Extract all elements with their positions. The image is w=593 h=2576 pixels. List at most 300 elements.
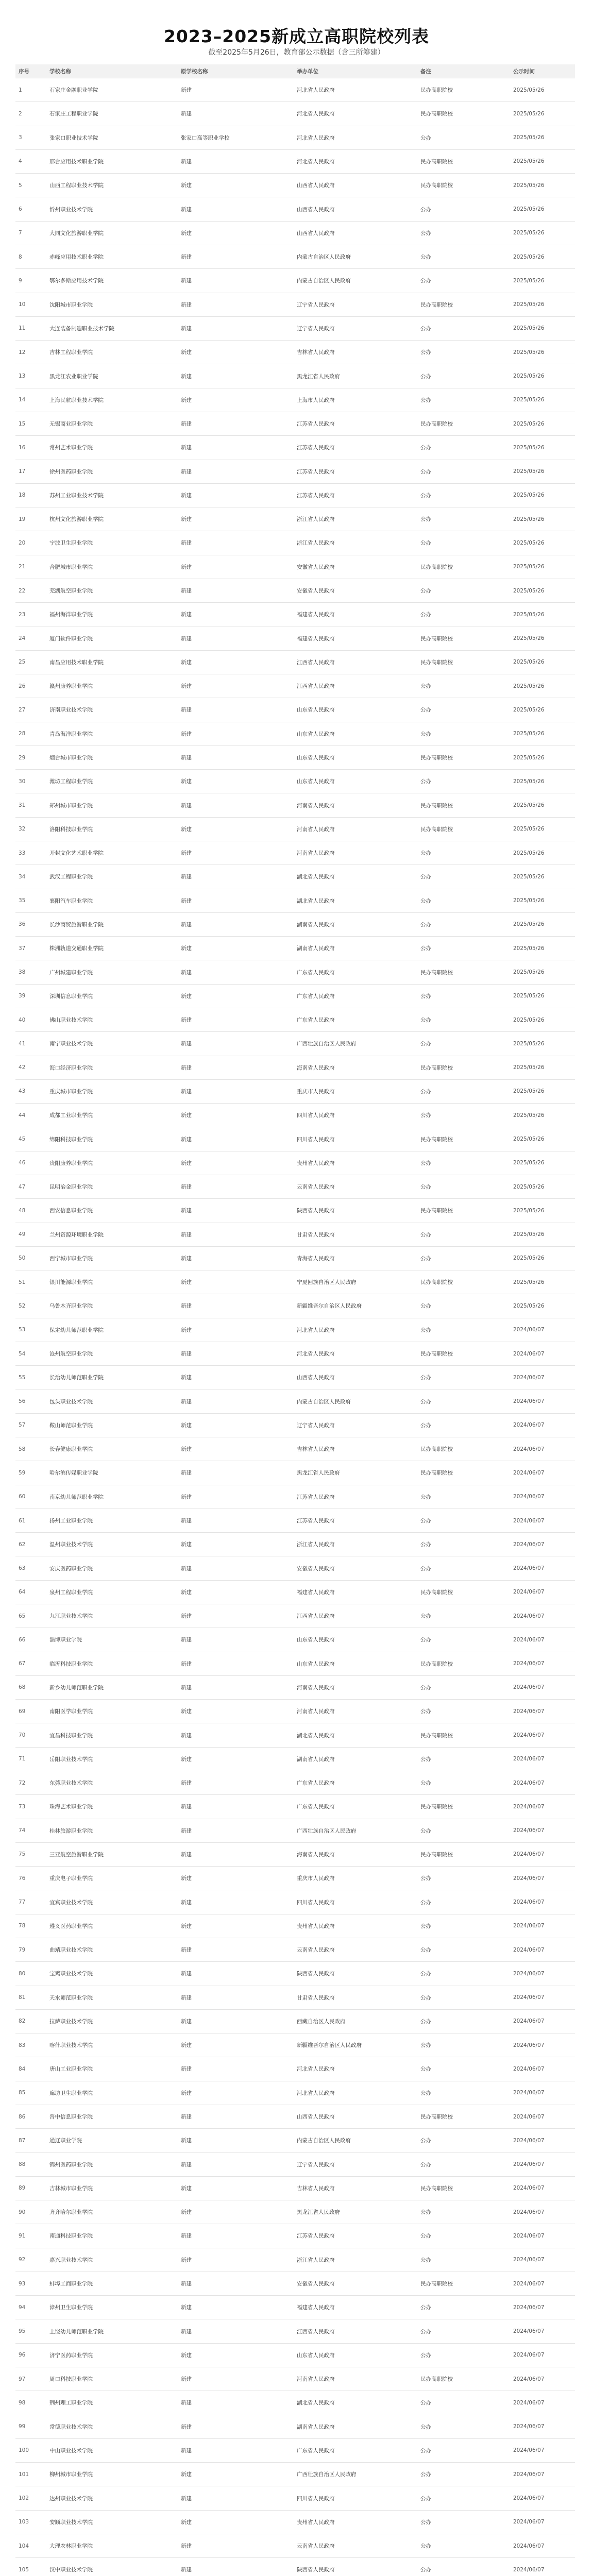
cell-remark: 公办 <box>420 731 431 737</box>
cell-school-name: 襄阳汽车职业学院 <box>49 897 93 904</box>
cell-remark: 公办 <box>420 1994 431 2001</box>
cell-school-name: 常州艺术职业学院 <box>49 445 93 451</box>
cell-index: 9 <box>19 277 22 284</box>
table-row <box>15 2463 575 2486</box>
cell-publish-date: 2025/05/26 <box>513 301 545 308</box>
table-row <box>15 126 575 150</box>
cell-publish-date: 2024/06/07 <box>513 1923 545 1929</box>
cell-index: 54 <box>19 1350 26 1357</box>
table-row <box>15 1962 575 1986</box>
cell-organizer: 湖北省人民政府 <box>297 1732 335 1739</box>
cell-publish-date: 2025/05/26 <box>513 420 545 427</box>
cell-organizer: 广东省人民政府 <box>297 1017 335 1024</box>
cell-organizer: 重庆市人民政府 <box>297 1088 335 1095</box>
cell-school-name: 哈尔滨传媒职业学院 <box>49 1470 98 1477</box>
cell-organizer: 四川省人民政府 <box>297 1899 335 1906</box>
cell-school-name: 沧州航空职业学院 <box>49 1351 93 1358</box>
cell-school-name: 大同文化旅游职业学院 <box>49 230 104 236</box>
cell-remark: 公办 <box>420 897 431 904</box>
cell-organizer: 广东省人民政府 <box>297 969 335 976</box>
table-row <box>15 2272 575 2296</box>
cell-school-name: 杭州文化旅游职业学院 <box>49 516 104 523</box>
cell-publish-date: 2024/06/07 <box>513 1350 545 1357</box>
cell-original-name: 新建 <box>181 1971 192 1977</box>
cell-index: 7 <box>19 230 22 236</box>
cell-school-name: 温州职业技术学院 <box>49 1541 93 1548</box>
cell-organizer: 辽宁省人民政府 <box>297 301 335 308</box>
cell-organizer: 河北省人民政府 <box>297 1351 335 1358</box>
cell-original-name: 新建 <box>181 540 192 547</box>
cell-publish-date: 2024/06/07 <box>513 1827 545 1834</box>
cell-school-name: 重庆城市职业学院 <box>49 1088 93 1095</box>
table-body <box>15 78 575 2576</box>
cell-original-name: 新建 <box>181 1756 192 1762</box>
cell-remark: 公办 <box>420 230 431 236</box>
cell-remark: 公办 <box>420 2304 431 2311</box>
cell-organizer: 山西省人民政府 <box>297 182 335 189</box>
cell-index: 30 <box>19 778 26 785</box>
cell-original-name: 新建 <box>181 1923 192 1929</box>
cell-index: 36 <box>19 921 26 928</box>
cell-publish-date: 2024/06/07 <box>513 1613 545 1619</box>
header-original-name: 原学校名称 <box>181 68 208 75</box>
cell-organizer: 山西省人民政府 <box>297 2114 335 2121</box>
cell-original-name: 新建 <box>181 707 192 714</box>
cell-index: 58 <box>19 1446 26 1452</box>
cell-publish-date: 2024/06/07 <box>513 1636 545 1643</box>
table-row <box>15 2319 575 2343</box>
table-row <box>15 388 575 412</box>
cell-remark: 公办 <box>420 683 431 690</box>
table-row <box>15 2057 575 2081</box>
cell-school-name: 宁波卫生职业学院 <box>49 540 93 547</box>
cell-school-name: 石家庄金融职业学院 <box>49 87 98 94</box>
cell-original-name: 新建 <box>181 1899 192 1906</box>
cell-publish-date: 2025/05/26 <box>513 397 545 403</box>
cell-school-name: 芜湖航空职业学院 <box>49 588 93 595</box>
cell-organizer: 山东省人民政府 <box>297 731 335 737</box>
cell-index: 41 <box>19 1040 26 1047</box>
cell-index: 15 <box>19 420 26 427</box>
cell-school-name: 常德职业技术学院 <box>49 2424 93 2430</box>
cell-school-name: 洛阳科技职业学院 <box>49 826 93 833</box>
cell-organizer: 广东省人民政府 <box>297 1780 335 1787</box>
cell-organizer: 浙江省人民政府 <box>297 2257 335 2263</box>
cell-organizer: 江苏省人民政府 <box>297 1518 335 1524</box>
table-row <box>15 2558 575 2576</box>
cell-school-name: 合肥城市职业学院 <box>49 564 93 570</box>
cell-remark: 公办 <box>420 2161 431 2168</box>
cell-publish-date: 2025/05/26 <box>513 87 545 93</box>
table-row <box>15 102 575 126</box>
header-school-name: 学校名称 <box>49 68 71 75</box>
cell-organizer: 广西壮族自治区人民政府 <box>297 1041 357 1047</box>
cell-publish-date: 2025/05/26 <box>513 182 545 189</box>
table-row <box>15 1151 575 1175</box>
cell-organizer: 山东省人民政府 <box>297 755 335 761</box>
cell-organizer: 四川省人民政府 <box>297 1112 335 1119</box>
table-header-row <box>15 64 575 78</box>
cell-index: 47 <box>19 1183 26 1190</box>
cell-publish-date: 2024/06/07 <box>513 1565 545 1572</box>
cell-index: 90 <box>19 2209 26 2215</box>
cell-original-name: 新建 <box>181 2090 192 2096</box>
cell-index: 78 <box>19 1923 26 1929</box>
cell-index: 68 <box>19 1684 26 1691</box>
table-row <box>15 1795 575 1819</box>
table-row <box>15 818 575 841</box>
table-row <box>15 722 575 746</box>
cell-publish-date: 2025/05/26 <box>513 873 545 880</box>
cell-index: 2 <box>19 110 22 117</box>
cell-organizer: 河北省人民政府 <box>297 1327 335 1333</box>
cell-organizer: 黑龙江省人民政府 <box>297 2209 340 2216</box>
cell-remark: 公办 <box>420 874 431 880</box>
table-row <box>15 674 575 698</box>
cell-original-name: 新建 <box>181 1255 192 1262</box>
table-row <box>15 555 575 579</box>
table-row <box>15 626 575 650</box>
cell-organizer: 内蒙古自治区人民政府 <box>297 2138 351 2144</box>
cell-remark: 民办高职院校 <box>420 301 453 308</box>
cell-original-name: 新建 <box>181 1279 192 1286</box>
cell-publish-date: 2024/06/07 <box>513 1469 545 1476</box>
cell-original-name: 新建 <box>181 1112 192 1119</box>
cell-original-name: 新建 <box>181 1875 192 1882</box>
cell-original-name: 新建 <box>181 612 192 618</box>
cell-publish-date: 2024/06/07 <box>513 1494 545 1500</box>
cell-organizer: 甘肃省人民政府 <box>297 1994 335 2001</box>
cell-remark: 民办高职院校 <box>420 826 453 833</box>
cell-publish-date: 2024/06/07 <box>513 1946 545 1953</box>
cell-school-name: 珠海艺术职业学院 <box>49 1804 93 1810</box>
table-row <box>15 1127 575 1151</box>
cell-organizer: 江苏省人民政府 <box>297 468 335 475</box>
cell-publish-date: 2024/06/07 <box>513 1541 545 1548</box>
cell-organizer: 江西省人民政府 <box>297 1613 335 1620</box>
cell-remark: 公办 <box>420 1255 431 1262</box>
cell-remark: 公办 <box>420 1398 431 1405</box>
cell-school-name: 中山职业技术学院 <box>49 2447 93 2454</box>
cell-remark: 民办高职院校 <box>420 1589 453 1596</box>
table-row <box>15 651 575 674</box>
cell-remark: 公办 <box>420 1422 431 1429</box>
cell-remark: 公办 <box>420 2018 431 2025</box>
cell-original-name: 新建 <box>181 826 192 833</box>
cell-publish-date: 2025/05/26 <box>513 1279 545 1285</box>
cell-school-name: 兰州资源环境职业学院 <box>49 1231 104 1238</box>
cell-original-name: 新建 <box>181 1041 192 1047</box>
cell-school-name: 深圳信息职业学院 <box>49 993 93 999</box>
cell-remark: 民办高职院校 <box>420 635 453 642</box>
cell-publish-date: 2024/06/07 <box>513 1708 545 1715</box>
cell-organizer: 宁夏回族自治区人民政府 <box>297 1279 357 1286</box>
cell-index: 29 <box>19 754 26 761</box>
cell-original-name: 新建 <box>181 1231 192 1238</box>
cell-organizer: 湖南省人民政府 <box>297 1756 335 1762</box>
cell-index: 105 <box>19 2566 29 2573</box>
cell-school-name: 西宁城市职业学院 <box>49 1255 93 1262</box>
cell-remark: 民办高职院校 <box>420 969 453 976</box>
cell-original-name: 新建 <box>181 206 192 213</box>
cell-organizer: 山西省人民政府 <box>297 1375 335 1381</box>
cell-publish-date: 2024/06/07 <box>513 2090 545 2096</box>
cell-organizer: 四川省人民政府 <box>297 1136 335 1143</box>
cell-organizer: 江苏省人民政府 <box>297 1494 335 1500</box>
table-row <box>15 1223 575 1247</box>
cell-original-name: 新建 <box>181 969 192 976</box>
table-row <box>15 937 575 960</box>
cell-school-name: 蚌埠工商职业学院 <box>49 2281 93 2287</box>
cell-remark: 公办 <box>420 2209 431 2216</box>
table-row <box>15 1843 575 1867</box>
cell-remark: 公办 <box>420 2352 431 2359</box>
cell-organizer: 广东省人民政府 <box>297 1804 335 1810</box>
cell-publish-date: 2024/06/07 <box>513 1398 545 1405</box>
cell-remark: 公办 <box>420 349 431 356</box>
page-title: 2023–2025新成立高职院校列表 <box>163 26 430 46</box>
cell-original-name: 新建 <box>181 1136 192 1143</box>
cell-organizer: 云南省人民政府 <box>297 1184 335 1191</box>
cell-original-name: 新建 <box>181 1804 192 1810</box>
cell-school-name: 徐州医药职业学院 <box>49 468 93 475</box>
cell-school-name: 宝鸡职业技术学院 <box>49 1971 93 1977</box>
cell-organizer: 河北省人民政府 <box>297 158 335 165</box>
cell-publish-date: 2025/05/26 <box>513 754 545 761</box>
table-row <box>15 269 575 293</box>
cell-original-name: 新建 <box>181 2257 192 2263</box>
cell-publish-date: 2025/05/26 <box>513 1231 545 1238</box>
table-row <box>15 150 575 174</box>
cell-publish-date: 2025/05/26 <box>513 1207 545 1214</box>
cell-school-name: 南昌应用技术职业学院 <box>49 659 104 666</box>
cell-school-name: 济宁医药职业学院 <box>49 2352 93 2359</box>
cell-remark: 民办高职院校 <box>420 2114 453 2121</box>
cell-school-name: 汉中职业技术学院 <box>49 2567 93 2573</box>
cell-organizer: 内蒙古自治区人民政府 <box>297 1398 351 1405</box>
cell-index: 73 <box>19 1803 26 1810</box>
cell-index: 62 <box>19 1541 26 1548</box>
cell-school-name: 青岛海洋职业学院 <box>49 731 93 737</box>
cell-index: 86 <box>19 2113 26 2120</box>
cell-original-name: 新建 <box>181 230 192 236</box>
cell-remark: 公办 <box>420 588 431 595</box>
cell-original-name: 新建 <box>181 2543 192 2550</box>
cell-publish-date: 2024/06/07 <box>513 2065 545 2072</box>
cell-publish-date: 2024/06/07 <box>513 1660 545 1667</box>
cell-organizer: 陕西省人民政府 <box>297 1971 335 1977</box>
cell-index: 55 <box>19 1374 26 1381</box>
cell-publish-date: 2025/05/26 <box>513 277 545 284</box>
cell-publish-date: 2024/06/07 <box>513 2209 545 2215</box>
table-row <box>15 793 575 817</box>
cell-index: 4 <box>19 158 22 165</box>
cell-index: 77 <box>19 1899 26 1906</box>
cell-original-name: 新建 <box>181 993 192 999</box>
cell-publish-date: 2025/05/26 <box>513 683 545 689</box>
cell-organizer: 山东省人民政府 <box>297 707 335 714</box>
cell-publish-date: 2024/06/07 <box>513 1875 545 1882</box>
cell-school-name: 苏州工业职业技术学院 <box>49 492 104 499</box>
cell-remark: 民办高职院校 <box>420 2281 453 2287</box>
cell-original-name: 新建 <box>181 2138 192 2144</box>
cell-publish-date: 2025/05/26 <box>513 897 545 904</box>
cell-publish-date: 2024/06/07 <box>513 1732 545 1739</box>
cell-school-name: 临沂科技职业学院 <box>49 1660 93 1667</box>
cell-organizer: 山西省人民政府 <box>297 230 335 236</box>
cell-school-name: 海口经济职业学院 <box>49 1064 93 1071</box>
cell-remark: 公办 <box>420 2257 431 2263</box>
table-row <box>15 1461 575 1485</box>
cell-organizer: 江西省人民政府 <box>297 659 335 666</box>
table-row <box>15 1342 575 1366</box>
cell-organizer: 贵州省人民政府 <box>297 1160 335 1166</box>
cell-school-name: 福州海洋职业学院 <box>49 612 93 618</box>
cell-organizer: 河南省人民政府 <box>297 802 335 809</box>
cell-original-name: 新建 <box>181 1088 192 1095</box>
cell-remark: 公办 <box>420 1541 431 1548</box>
cell-publish-date: 2025/05/26 <box>513 158 545 165</box>
cell-original-name: 新建 <box>181 2424 192 2430</box>
cell-school-name: 喀什职业技术学院 <box>49 2042 93 2049</box>
table-row <box>15 1748 575 1771</box>
cell-original-name: 新建 <box>181 1303 192 1310</box>
cell-remark: 公办 <box>420 516 431 523</box>
cell-school-name: 岳阳职业技术学院 <box>49 1756 93 1762</box>
cell-organizer: 海南省人民政府 <box>297 1064 335 1071</box>
cell-organizer: 浙江省人民政府 <box>297 516 335 523</box>
cell-organizer: 新疆维吾尔自治区人民政府 <box>297 2042 362 2049</box>
cell-remark: 公办 <box>420 1303 431 1310</box>
cell-school-name: 曲靖职业技术学院 <box>49 1947 93 1954</box>
cell-remark: 公办 <box>420 1780 431 1787</box>
cell-index: 83 <box>19 2042 26 2048</box>
cell-organizer: 陕西省人民政府 <box>297 1208 335 1214</box>
cell-publish-date: 2024/06/07 <box>513 1446 545 1452</box>
cell-original-name: 新建 <box>181 2066 192 2073</box>
cell-remark: 公办 <box>420 2495 431 2502</box>
table-row <box>15 865 575 889</box>
cell-index: 101 <box>19 2471 29 2478</box>
cell-remark: 公办 <box>420 1494 431 1500</box>
cell-original-name: 新建 <box>181 254 192 261</box>
cell-index: 44 <box>19 1112 26 1118</box>
table-row <box>15 2177 575 2200</box>
cell-organizer: 云南省人民政府 <box>297 1947 335 1954</box>
table-row <box>15 1199 575 1223</box>
table-row <box>15 579 575 603</box>
cell-organizer: 新疆维吾尔自治区人民政府 <box>297 1303 362 1310</box>
table-row <box>15 1270 575 1294</box>
cell-organizer: 浙江省人民政府 <box>297 1541 335 1548</box>
table-row <box>15 1247 575 1270</box>
cell-original-name: 新建 <box>181 1827 192 1834</box>
cell-school-name: 重庆电子职业学院 <box>49 1875 93 1882</box>
cell-organizer: 吉林省人民政府 <box>297 2185 335 2192</box>
cell-remark: 公办 <box>420 612 431 618</box>
cell-remark: 公办 <box>420 1088 431 1095</box>
cell-school-name: 唐山工业职业学院 <box>49 2066 93 2073</box>
cell-organizer: 江西省人民政府 <box>297 2328 335 2335</box>
cell-remark: 公办 <box>420 1375 431 1381</box>
cell-school-name: 大理农林职业学院 <box>49 2543 93 2550</box>
cell-index: 60 <box>19 1494 26 1500</box>
cell-remark: 民办高职院校 <box>420 2185 453 2192</box>
cell-publish-date: 2025/05/26 <box>513 706 545 713</box>
cell-school-name: 烟台城市职业学院 <box>49 755 93 761</box>
cell-organizer: 广西壮族自治区人民政府 <box>297 1827 357 1834</box>
cell-index: 53 <box>19 1327 26 1333</box>
cell-publish-date: 2025/05/26 <box>513 921 545 928</box>
cell-school-name: 张家口职业技术学院 <box>49 134 98 141</box>
cell-publish-date: 2024/06/07 <box>513 2352 545 2359</box>
cell-index: 87 <box>19 2137 26 2144</box>
cell-original-name: 张家口高等职业学校 <box>181 134 230 141</box>
cell-original-name: 新建 <box>181 1494 192 1500</box>
cell-publish-date: 2024/06/07 <box>513 2137 545 2144</box>
cell-organizer: 湖南省人民政府 <box>297 921 335 928</box>
cell-original-name: 新建 <box>181 1398 192 1405</box>
cell-index: 103 <box>19 2519 29 2526</box>
table-row <box>15 841 575 865</box>
cell-publish-date: 2025/05/26 <box>513 134 545 141</box>
cell-school-name: 黑龙江农业职业学院 <box>49 373 98 380</box>
cell-school-name: 石家庄工程职业学院 <box>49 111 98 117</box>
cell-original-name: 新建 <box>181 1064 192 1071</box>
cell-index: 13 <box>19 373 26 380</box>
cell-original-name: 新建 <box>181 778 192 785</box>
cell-school-name: 邢台应用技术职业学院 <box>49 158 104 165</box>
cell-publish-date: 2024/06/07 <box>513 2161 545 2168</box>
cell-organizer: 吉林省人民政府 <box>297 1446 335 1453</box>
cell-original-name: 新建 <box>181 850 192 857</box>
cell-original-name: 新建 <box>181 278 192 284</box>
cell-index: 12 <box>19 349 26 355</box>
cell-original-name: 新建 <box>181 921 192 928</box>
cell-publish-date: 2025/05/26 <box>513 468 545 475</box>
cell-remark: 公办 <box>420 2447 431 2454</box>
cell-school-name: 淄博职业学院 <box>49 1637 82 1643</box>
college-table <box>15 64 575 2576</box>
cell-original-name: 新建 <box>181 468 192 475</box>
cell-index: 33 <box>19 850 26 856</box>
cell-original-name: 新建 <box>181 945 192 952</box>
cell-publish-date: 2025/05/26 <box>513 444 545 451</box>
table-row <box>15 603 575 626</box>
cell-original-name: 新建 <box>181 659 192 666</box>
cell-school-name: 拉萨职业技术学院 <box>49 2018 93 2025</box>
cell-remark: 公办 <box>420 325 431 332</box>
table-row <box>15 293 575 317</box>
cell-original-name: 新建 <box>181 2209 192 2216</box>
cell-index: 34 <box>19 873 26 880</box>
cell-original-name: 新建 <box>181 2161 192 2168</box>
cell-organizer: 河北省人民政府 <box>297 134 335 141</box>
cell-remark: 民办高职院校 <box>420 182 453 189</box>
table-row <box>15 1389 575 1413</box>
cell-index: 96 <box>19 2352 26 2359</box>
cell-remark: 公办 <box>420 492 431 499</box>
table-row <box>15 2200 575 2224</box>
table-row <box>15 460 575 484</box>
table-row <box>15 197 575 221</box>
cell-remark: 民办高职院校 <box>420 1064 453 1071</box>
table-row <box>15 1366 575 1389</box>
cell-school-name: 开封文化艺术职业学院 <box>49 850 104 857</box>
cell-remark: 公办 <box>420 2519 431 2526</box>
cell-organizer: 四川省人民政府 <box>297 2495 335 2502</box>
table-row <box>15 746 575 770</box>
